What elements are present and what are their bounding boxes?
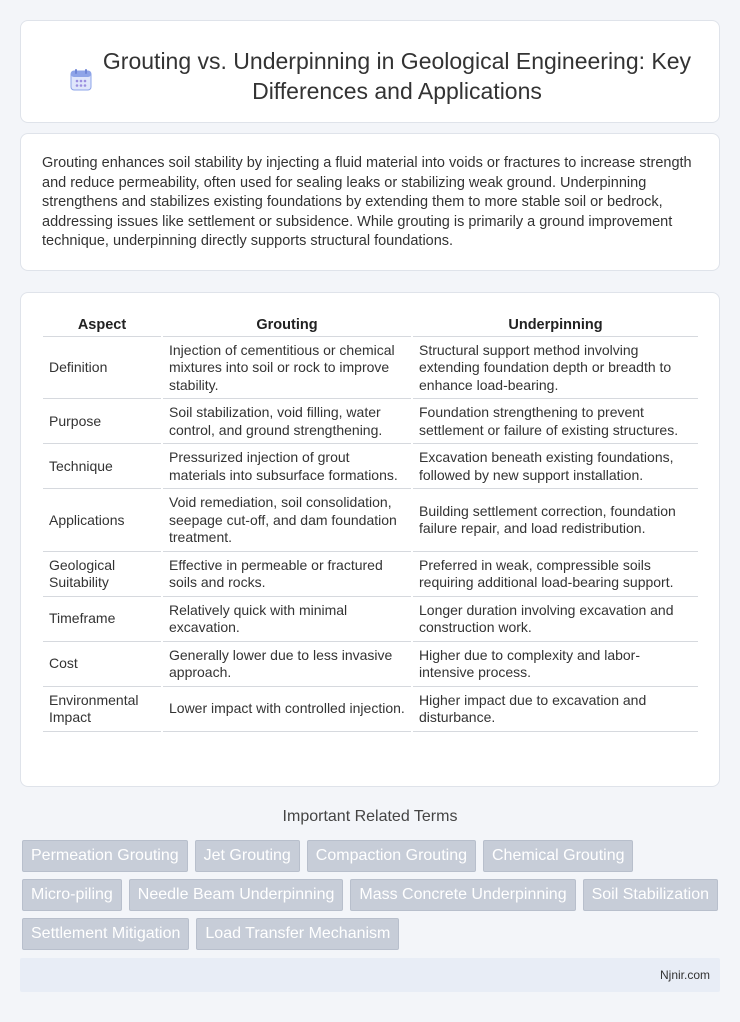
grouting-cell: Effective in permeable or fractured soils and rocks.	[163, 554, 411, 597]
intro-paragraph: Grouting enhances soil stability by injecting a fluid material into voids or fractures to increase strength and reduce permeability, often used for sealing leaks or stabilizing weak ground. Underpinning strengthens and stabilizes existing foundations by extending them to more stable soil or bedrock, addressing issues like settlement or subsidence. While grouting is primarily a ground improvement technique, underpinning directly supports structural foundations.	[42, 155, 692, 250]
underpinning-cell: Excavation beneath existing foundations, followed by new support installation.	[413, 446, 698, 489]
grouting-cell: Lower impact with controlled injection.	[163, 689, 411, 732]
related-terms-heading: Important Related Terms	[282, 808, 458, 825]
underpinning-cell: Preferred in weak, compressible soils requiring additional load-bearing support.	[413, 554, 698, 597]
underpinning-cell: Higher due to complexity and labor-intensive process.	[413, 644, 698, 687]
aspect-cell: Purpose	[43, 401, 161, 444]
aspect-cell: Environmental Impact	[43, 689, 161, 732]
underpinning-cell: Structural support method involving extending foundation depth or breadth to enhance load-bearing.	[413, 339, 698, 400]
related-term-tag[interactable]: Mass Concrete Underpinning	[350, 879, 575, 911]
table-row	[43, 401, 698, 444]
underpinning-cell: Foundation strengthening to prevent settlement or failure of existing structures.	[413, 401, 698, 444]
related-terms-list	[22, 840, 722, 950]
underpinning-cell: Building settlement correction, foundation failure repair, and load redistribution.	[413, 491, 698, 552]
table-row	[43, 446, 698, 489]
grouting-cell: Relatively quick with minimal excavation.	[163, 599, 411, 642]
table-row	[43, 554, 698, 597]
table-row	[43, 689, 698, 732]
comparison-table	[41, 313, 700, 734]
page-title: Grouting vs. Underpinning in Geological Engineering: Key Differences and Applications	[102, 48, 692, 104]
footer-bar	[20, 958, 720, 992]
grouting-cell: Void remediation, soil consolidation, seepage cut-off, and dam foundation treatment.	[163, 491, 411, 552]
header-grouting: Grouting	[163, 315, 411, 337]
underpinning-cell: Longer duration involving excavation and construction work.	[413, 599, 698, 642]
table-row	[43, 339, 698, 400]
related-term-tag[interactable]: Compaction Grouting	[307, 840, 476, 872]
aspect-cell: Timeframe	[43, 599, 161, 642]
table-row	[43, 491, 698, 552]
related-term-tag[interactable]: Settlement Mitigation	[22, 918, 189, 950]
aspect-cell: Geological Suitability	[43, 554, 161, 597]
header-underpinning: Underpinning	[413, 315, 698, 337]
related-term-tag[interactable]: Micro-piling	[22, 879, 122, 911]
related-term-tag[interactable]: Needle Beam Underpinning	[129, 879, 344, 911]
underpinning-cell: Higher impact due to excavation and disturbance.	[413, 689, 698, 732]
footer-site-name[interactable]: Njnir.com	[659, 968, 710, 982]
intro-card	[20, 133, 720, 271]
related-term-tag[interactable]: Soil Stabilization	[583, 879, 718, 911]
header-aspect: Aspect	[43, 315, 161, 337]
grouting-cell: Soil stabilization, void filling, water control, and ground strengthening.	[163, 401, 411, 444]
grouting-cell: Pressurized injection of grout materials into subsurface formations.	[163, 446, 411, 489]
related-term-tag[interactable]: Chemical Grouting	[483, 840, 634, 872]
comparison-card	[20, 292, 720, 787]
aspect-cell: Technique	[43, 446, 161, 489]
related-term-tag[interactable]: Load Transfer Mechanism	[196, 918, 399, 950]
table-row	[43, 599, 698, 642]
aspect-cell: Cost	[43, 644, 161, 687]
table-header-row	[43, 315, 698, 337]
aspect-cell: Applications	[43, 491, 161, 552]
grouting-cell: Generally lower due to less invasive approach.	[163, 644, 411, 687]
aspect-cell: Definition	[43, 339, 161, 400]
calendar-icon	[69, 68, 93, 92]
related-term-tag[interactable]: Jet Grouting	[195, 840, 300, 872]
title-card	[20, 20, 720, 123]
table-row	[43, 644, 698, 687]
related-term-tag[interactable]: Permeation Grouting	[22, 840, 188, 872]
grouting-cell: Injection of cementitious or chemical mixtures into soil or rock to improve stability.	[163, 339, 411, 400]
